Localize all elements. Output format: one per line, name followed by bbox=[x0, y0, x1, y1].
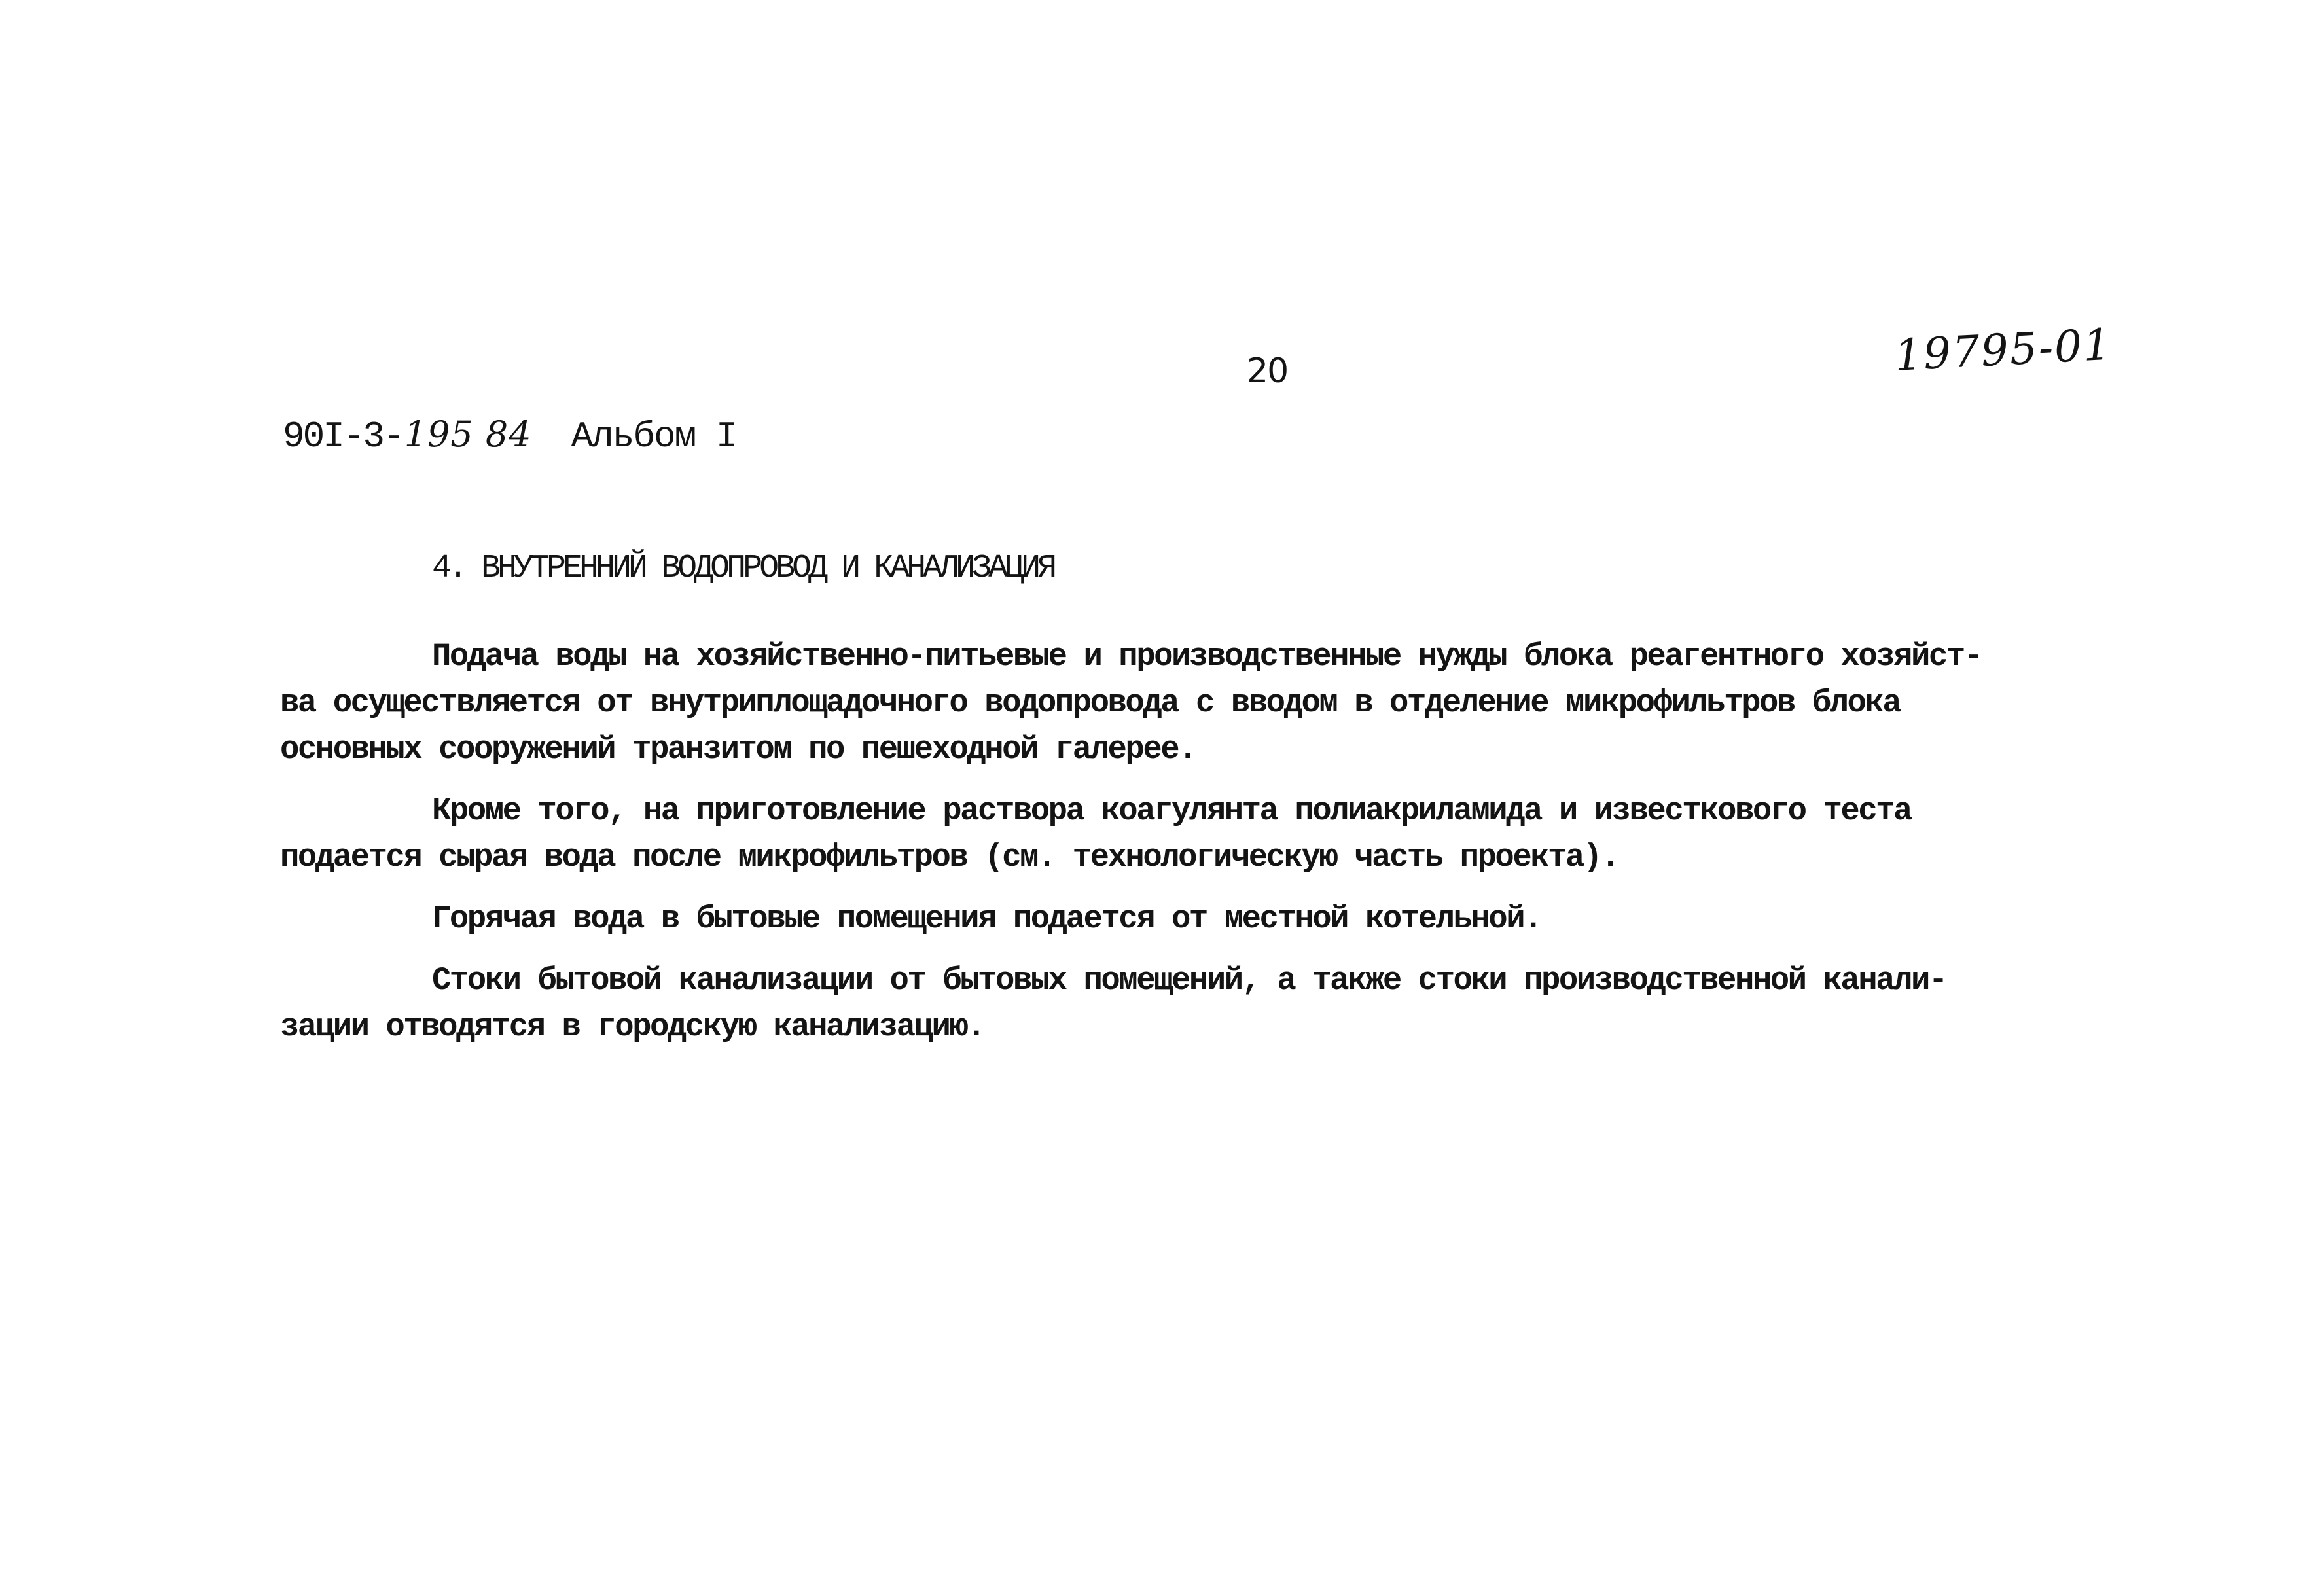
text-line: Кроме того, на приготовление раствора коагулянта полиакриламида и известкового теста bbox=[432, 793, 1912, 829]
document-code bbox=[283, 414, 736, 457]
text-line: Горячая вода в бытовые помещения подается от местной котельной. bbox=[432, 901, 1542, 937]
text-line: зации отводятся в городскую канализацию. bbox=[280, 1009, 985, 1045]
album-label: Альбом I bbox=[571, 416, 737, 457]
inventory-number-handwritten: 19795-01 bbox=[1893, 319, 2113, 381]
paragraph-raw-water bbox=[280, 788, 2073, 881]
paragraph-water-supply bbox=[280, 634, 2073, 773]
section-heading: 4. ВНУТРЕННИЙ ВОДОПРОВОД И КАНАЛИЗАЦИЯ bbox=[432, 550, 1054, 587]
text-line: ва осуществляется от внутриплощадочного водопровода с вводом в отделение микрофильтров блока bbox=[280, 685, 1901, 721]
text-line: основных сооружений транзитом по пешеходной галерее. bbox=[280, 731, 1196, 768]
page-number: 20 bbox=[1247, 351, 1288, 391]
paragraph-sewage bbox=[280, 957, 2073, 1050]
text-line: Подача воды на хозяйственно-питьевые и производственные нужды блока реагентного хозяйст- bbox=[432, 638, 1982, 675]
body-text bbox=[280, 634, 2073, 1065]
text-line: Стоки бытовой канализации от бытовых помещений, а также стоки производственной канали- bbox=[432, 962, 1946, 999]
text-line: подается сырая вода после микрофильтров (см. технологическую часть проекта). bbox=[280, 839, 1618, 876]
document-code-prefix: 90I-3- bbox=[283, 416, 403, 457]
document-code-handwritten: 195 84 bbox=[404, 414, 532, 455]
paragraph-hot-water bbox=[280, 896, 2073, 942]
